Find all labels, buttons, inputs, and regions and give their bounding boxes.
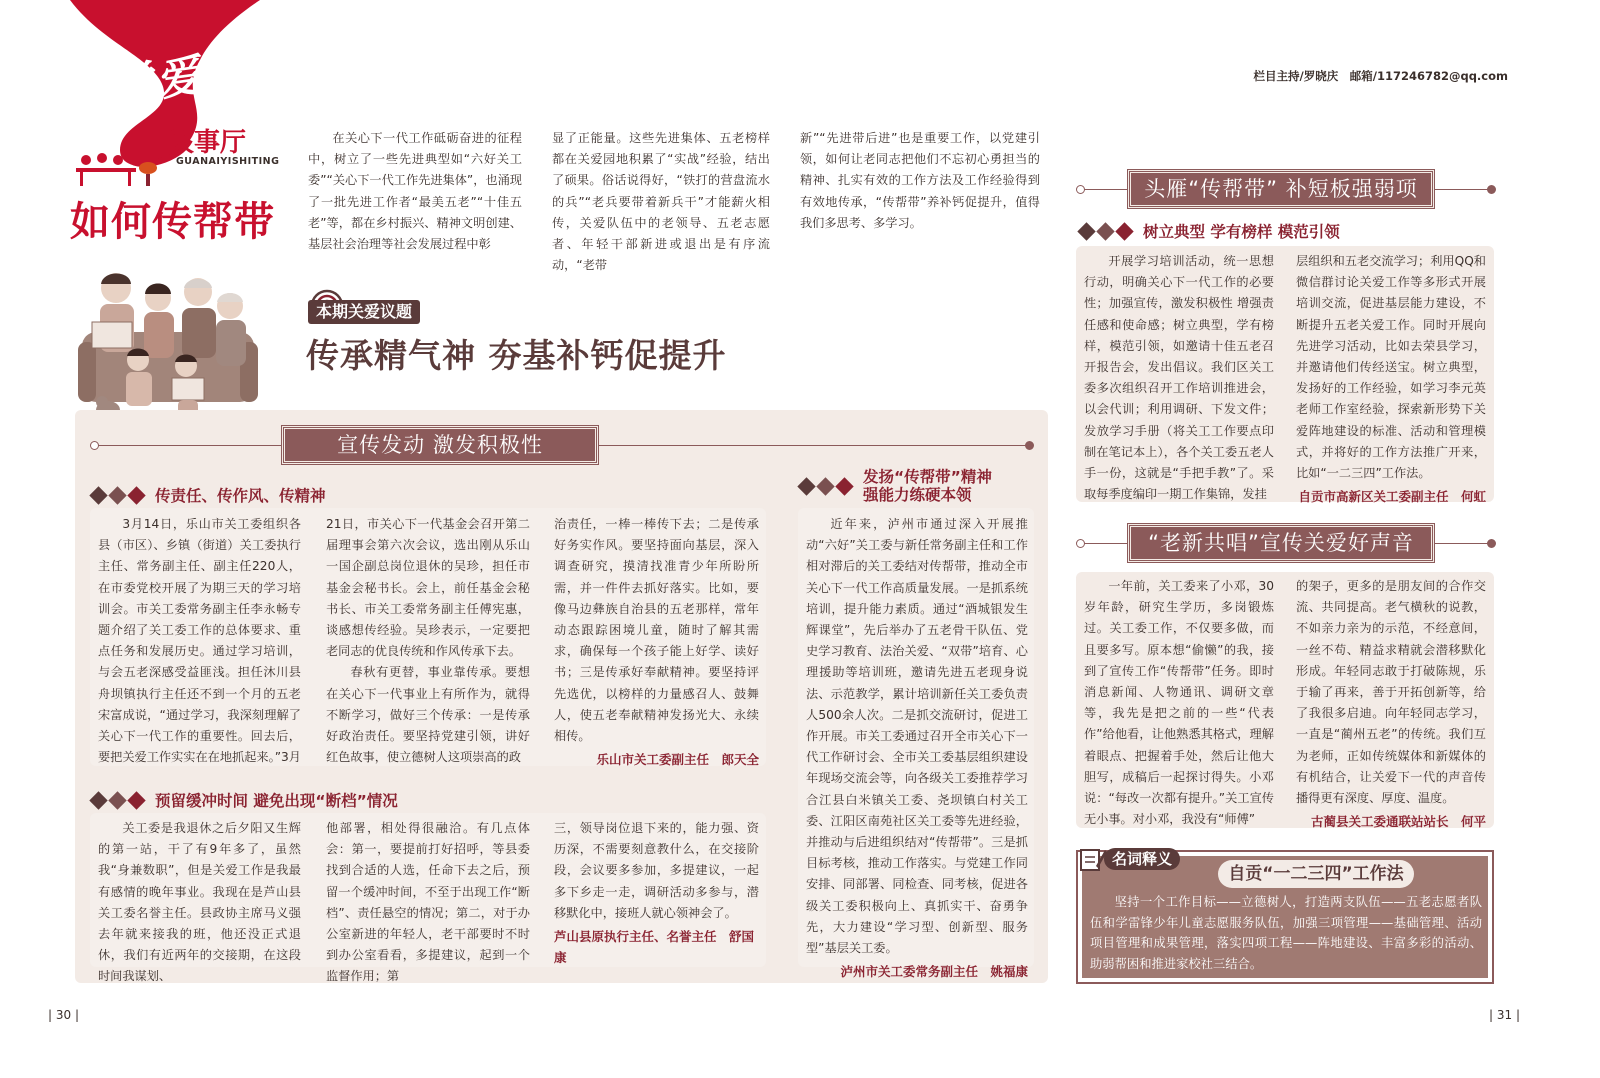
- sub3-title: 发扬“传帮带”精神 强能力练硬本领: [800, 468, 992, 504]
- column-title-pinyin: GUANAIYISHITING: [176, 156, 280, 167]
- diamond-icon: [1115, 222, 1133, 240]
- meeting-table-icon: [72, 150, 162, 190]
- sub2-col-1: 关工委是我退休之后夕阳又生辉的第一站，干了有9年多了，虽然我“身兼数职”，但是关爱工作是我最有感情的晚年事业。我现在是芦山县关工委名誉主任。县政协主席马义强去年就来接我的班，他还没正式退休，我们有近两年的交接期，在这段时间我谋划、: [98, 821, 301, 984]
- section1-banner: 宣传发动 激发积极性: [282, 426, 598, 464]
- topic-headline: 传承精气神 夯基补钙促提升: [306, 336, 727, 375]
- column-title-cn: 议事厅: [168, 128, 247, 158]
- sub2-title: 预留缓冲时间 避免出现“断档”情况: [92, 789, 398, 811]
- sub1-title: 传责任、传作风、传精神: [92, 484, 326, 506]
- section2-signature: 自贡市高新区关工委副主任 何虹: [1298, 489, 1486, 505]
- glossary-body: 坚持一个工作目标——立德树人，打造两支队伍——五老志愿者队伍和学雷锋少年儿童志愿服务队伍，加强三项管理——基础管理、活动项目管理和成果管理，落实四项工程——阵地建设、丰富多彩的活动、助弱帮困和推进家校社三结合。: [1090, 895, 1482, 971]
- section3-banner-bar: [1076, 524, 1496, 564]
- sub2-col-3: 三，领导岗位退下来的，能力强、资历深，不需要刻意教什么，在交接阶段，会议要多参加，多提建议，一起多下乡走一走，调研活动多参与，潜移默化中，接班人就心领神会了。 芦山县原执行主任、名誉主任 舒国康: [554, 818, 759, 968]
- logo-script-text: 关爱: [107, 49, 206, 114]
- section2-banner-bar: [1076, 170, 1496, 210]
- diamond-icon: [835, 477, 853, 495]
- sub3-body: 近年来，泸州市通过深入开展推动“六好”关工委与新任常务副主任和工作相对滞后的关工委结对传帮带，推动全市关心下一代工作高质量发展。一是抓系统培训，提升能力素质。通过“酒城银发生辉课堂”，先后举办了五老骨干队伍、党史学习教育、法治关爱、“双带”培育、心理援助等培训班，邀请先进五老现身说法、示范教学，累计培训新任关工委负责人500余人次。二是抓交流研讨，促进工作开展。市关工委通过召开全市关心下一代工作研讨会、全市关工委基层组织建设年现场交流会等，向各级关工委推荐学习合江县白米镇关工委、尧坝镇白村关工委、江阳区南苑社区关工委等先进经验，并推动与后进组织结对“传帮带”。三是抓目标考核，推动工作落实。与党建工作同安排、同部署、同检查、同考核，促进各级关工委积极向上、真抓实干、奋勇争先，大力建设“学习型、创新型、服务型”基层关工委。 泸州市关工委常务副主任 姚福康: [806, 514, 1028, 982]
- page-number-right: | 31 |: [1489, 1008, 1520, 1022]
- sub1-col-2: 21日，市关心下一代基金会召开第二届理事会第六次会议，选出刚从乐山一国企副总岗位退休的吴珍，担任市基金会秘书长。会上，前任基金会秘书长、市关工委常务副主任傅宪惠，谈感想传经验。吴珍表示，一定要把老同志的优良传统和作风传承下去。 春秋有更替，事业靠传承。要想在关心下一代事业上有所作为，就得不断学习，做好三个传承：一是传承好政治责任。要坚持党建引领，讲好红色故事，使立德树人这项崇高的政: [326, 517, 530, 765]
- sub3-signature: 泸州市关工委常务副主任 姚福康: [840, 964, 1028, 980]
- sub1-signature: 乐山市关工委副主任 郎天全: [596, 752, 759, 768]
- page-number-left: | 30 |: [48, 1008, 79, 1022]
- glossary-label: 名词释义: [1104, 848, 1180, 870]
- section2-col-1: 开展学习培训活动，统一思想行动，明确关心下一代工作的必要性；加强宣传，激发积极性 增强责任感和使命感；树立典型，学有榜样，模范引领，如邀请十佳五老召开报告会，发出倡议。我们区关工委多次组织召开工作培训推进会，以会代训；利用调研、下发文件；发放学习手册（将关工工作要点印制在笔记本上），各个关工委五老人手一份，这就是“手把手教”了。采取每季度编印一期工作集锦，发挂: [1084, 254, 1274, 502]
- section3-col-2: 的架子，更多的是朋友间的合作交流、共同提高。老气横秋的说教，不如亲力亲为的示范，不经意间，一丝不苟、精益求精就会潜移默化形成。年轻同志敢于打破陈规，乐于输了再来，善于开拓创新等，给了我很多启迪。向年轻同志学习，一直是“蔺州五老”的传统。我们互为老师，正如传统媒体和新媒体的有机结合，让关爱下一代的声音传播得更有深度、厚度、温度。 古蔺县关工委通联站站长 何平: [1296, 576, 1486, 832]
- section2-sub-title: 树立典型 学有榜样 模范引领: [1080, 220, 1340, 242]
- sub1-col-3: 治责任，一棒一棒传下去；二是传承好务实作风。要坚持面向基层，深入调查研究，摸清找准青少年所盼所需，并一件件去抓好落实。比如，要像马边彝族自治县的五老那样，常年动态跟踪困境儿童，随时了解其需求，确保每一个孩子能上好学、读好书；三是传承好奉献精神。要坚持评先选优，以榜样的力量感召人、鼓舞人，使五老奉献精神发扬光大、永续相传。 乐山市关工委副主任 郎天全: [554, 514, 759, 770]
- family-illustration: [78, 262, 258, 430]
- diamond-icon: [108, 486, 126, 504]
- editor-info: 栏目主持/罗晓庆 邮箱/117246782@qq.com: [1253, 69, 1508, 83]
- main-title: 如何传帮带: [70, 198, 275, 245]
- diamond-icon: [127, 486, 145, 504]
- diamond-icon: [89, 791, 107, 809]
- section2-col-2: 层组织和五老交流学习；利用QQ和微信群讨论关爱工作等多形式开展培训交流，促进基层能力建设，不断提升五老关爱工作。同时开展向先进学习活动，比如去荣县学习，并邀请他们传经送宝。树立典型，发扬好的工作经验，如学习李元英老师工作室经验，探索新形势下关爱阵地建设的标准、活动和管理模式，并将好的工作方法推广开来，比如“一二三四”工作法。 自贡市高新区关工委副主任 何虹: [1296, 251, 1486, 507]
- diamond-icon: [1096, 222, 1114, 240]
- sub2-col-2: 他部署，相处得很融洽。有几点体会：第一，要提前打好招呼，等县委找到合适的人选，任命下去之后，预留一个缓冲时间，不至于出现工作“断档”、责任悬空的情况；第二，对于办公室新进的年轻人，老干部要时不时到办公室看看，多提建议，起到一个监督作用；第: [326, 821, 530, 984]
- intro-col-2: 显了正能量。这些先进集体、五老榜样都在关爱园地积累了“实战”经验，结出了硕果。俗话说得好，“铁打的营盘流水的兵”“老兵要带着新兵干”才能薪火相传，关爱队伍中的老领导、五老志愿者、年轻干部新进或退出是有序流动，“老带: [552, 131, 770, 273]
- diamond-icon: [797, 477, 815, 495]
- diamond-icon: [1077, 222, 1095, 240]
- section2-banner: 头雁“传帮带” 补短板强弱项: [1128, 170, 1434, 208]
- section3-col-1: 一年前，关工委来了小邓，30岁年龄，研究生学历，多岗锻炼过。关工委工作，不仅要多做，而且要多写。原本想“偷懒”的我，接到了宣传工作“传帮带”任务。即时消息新闻、人物通讯、调研文章等，我先是把之前的一些“代表作”给他看，让他熟悉其格式，理解着眼点、把握着手处，然后让他大胆写，成稿后一起探讨得失。小邓说：“每改一次都有提升。”关工宣传无小事。对小邓，我没有“师傅”: [1084, 579, 1274, 827]
- sub1-col-1: 3月14日，乐山市关工委组织各县（市区）、乡镇（街道）关工委执行主任、常务副主任、副主任220人，在市委党校开展了为期三天的学习培训会。市关工委常务副主任李永畅专题介绍了关工委工作的总体要求、重点任务和发展历史。通过学习培训，与会五老深感受益匪浅。担任沐川县舟坝镇执行主任还不到一个月的五老宋富成说，“通过学习，我深刻理解了关心下一代工作的重要性。回去后，要把关爱工作实实在在地抓起来。”3月: [98, 517, 301, 765]
- diamond-icon: [127, 791, 145, 809]
- sub2-signature: 芦山县原执行主任、名誉主任 舒国康: [554, 929, 755, 966]
- diamond-icon: [89, 486, 107, 504]
- topic-label: 本期关爱议题: [308, 300, 420, 324]
- section3-banner: “老新共唱”宣传关爱好声音: [1128, 524, 1434, 562]
- intro-col-1: 在关心下一代工作砥砺奋进的征程中，树立了一些先进典型如“六好关工委”“关心下一代工作先进集体”，也涌现了一批先进工作者“最美五老”“十佳五老”等，都在乡村振兴、精神文明创建、基层社会治理等社会发展过程中彰: [308, 131, 522, 252]
- section1-banner-bar: [90, 426, 1034, 466]
- intro-col-3: 新”“先进带后进”也是重要工作，以党建引领，如何让老同志把他们不忘初心勇担当的精神、扎实有效的工作方法及工作经验得到有效地传承，“传帮带”养补钙促提升，值得我们多思考、多学习。: [800, 131, 1040, 230]
- diamond-icon: [108, 791, 126, 809]
- section3-signature: 古蔺县关工委通联站站长 何平: [1310, 814, 1486, 830]
- glossary-title: 自贡“一二三四”工作法: [1218, 860, 1414, 888]
- diamond-icon: [816, 477, 834, 495]
